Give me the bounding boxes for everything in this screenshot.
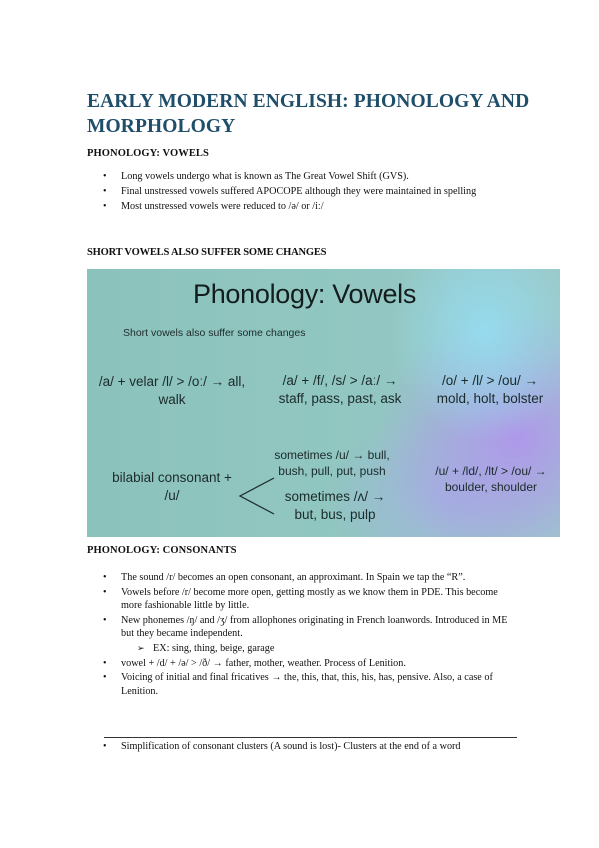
- list-item: • vowel + /d/ + /ə/ > /ð/ → father, mother, weather. Process of Lenition.: [87, 657, 517, 670]
- slide-sometimes-u: sometimes /u/ → bull, bush, pull, put, push: [274, 448, 390, 478]
- list-item: • Final unstressed vowels suffered APOCOPE although they were maintained in spelling: [87, 185, 517, 198]
- slide-sometimes-v: sometimes /ʌ/ → but, bus, pulp: [284, 489, 386, 522]
- list-item: • New phonemes /ŋ/ and /ʒ/ from allophones originating in French loanwords. Introduced in ME but they became independent.: [87, 614, 517, 640]
- slide-bilabial: bilabial consonant + /u/: [112, 470, 232, 503]
- slide-rule-f-s: /a/ + /f/, /s/ > /aː/ → staff, pass, past, ask: [278, 373, 402, 406]
- slide-rule-velar-l: /a/ + velar /l/ > /oː/ → all, walk: [98, 374, 246, 407]
- branch-arrow-icon: [237, 474, 277, 524]
- slide-rule-o-l: /o/ + /l/ > /ou/ → mold, holt, bolster: [436, 373, 544, 406]
- slide-rule-u-ld: /u/ + /ld/, /lt/ > /ou/ → boulder, shoulder: [435, 464, 547, 494]
- list-item: • Long vowels undergo what is known as The Great Vowel Shift (GVS).: [87, 170, 517, 183]
- slide-image: [87, 269, 560, 537]
- document-title: EARLY MODERN ENGLISH: PHONOLOGY AND MORPHOLOGY: [87, 91, 530, 137]
- heading-vowels: PHONOLOGY: VOWELS: [87, 148, 209, 159]
- heading-consonants: PHONOLOGY: CONSONANTS: [87, 545, 237, 556]
- list-item: • Simplification of consonant clusters (A sound is lost)- Clusters at the end of a word: [87, 740, 517, 753]
- list-item: • Vowels before /r/ become more open, getting mostly as we know them in PDE. This become more fashionable little by little.: [87, 586, 517, 612]
- consonants-list-continued: [87, 740, 517, 755]
- vowels-list: [87, 170, 517, 214]
- consonants-list: [87, 571, 517, 699]
- list-item: • Voicing of initial and final fricatives → the, this, that, this, his, has, pensive. Also, a case of Lenition.: [87, 671, 517, 697]
- slide-subtitle: Short vowels also suffer some changes: [123, 327, 306, 339]
- list-item: • The sound /r/ becomes an open consonant, an approximant. In Spain we tap the “R”.: [87, 571, 517, 584]
- list-item-sub: ➢ EX: sing, thing, beige, garage: [87, 642, 517, 655]
- divider-line: [104, 737, 517, 738]
- list-item: • Most unstressed vowels were reduced to /ə/ or /iː/: [87, 200, 517, 213]
- slide-title: Phonology: Vowels: [193, 279, 417, 309]
- heading-short-vowels: SHORT VOWELS ALSO SUFFER SOME CHANGES: [87, 247, 327, 258]
